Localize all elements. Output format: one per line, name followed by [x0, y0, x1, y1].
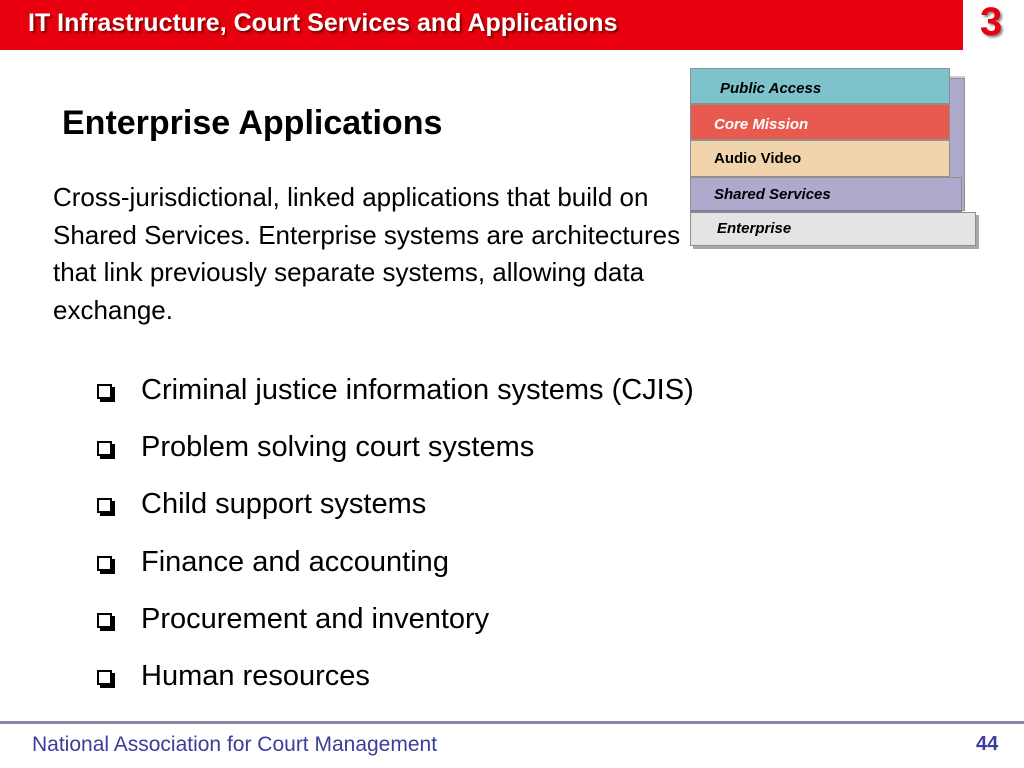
layer-label-public-access: Public Access — [720, 80, 822, 97]
header-title: IT Infrastructure, Court Services and Applications — [28, 9, 618, 37]
checkbox-bullet-icon — [97, 498, 112, 513]
bullet-text: Criminal justice information systems (CJIS) — [141, 374, 694, 407]
bullet-item-child-support — [97, 476, 694, 533]
bullet-item-finance — [97, 534, 694, 591]
layer-label-enterprise: Enterprise — [717, 220, 792, 237]
bullet-list — [97, 362, 694, 705]
layer-public-access — [690, 68, 950, 104]
bullet-item-problem-solving — [97, 419, 694, 476]
footer-organization: National Association for Court Management — [32, 733, 438, 756]
bullet-item-procurement — [97, 591, 694, 648]
bullet-item-cjis — [97, 362, 694, 419]
bullet-text: Procurement and inventory — [141, 602, 490, 635]
page-number: 44 — [976, 733, 999, 755]
intro-paragraph: Cross-jurisdictional, linked applications that build on Shared Services. Enterprise systems are architectures that link previously separate systems, allowing data exchange. — [53, 182, 681, 325]
layer-stack-diagram — [690, 68, 980, 252]
slide-title: Enterprise Applications — [62, 104, 443, 142]
checkbox-bullet-icon — [97, 670, 112, 685]
checkbox-bullet-icon — [97, 556, 112, 571]
bullet-text: Problem solving court systems — [141, 431, 535, 464]
section-number: 3 — [980, 0, 1003, 44]
layer-audio-video — [690, 140, 950, 177]
bullet-text: Finance and accounting — [141, 545, 449, 578]
footer-divider — [0, 721, 1024, 724]
layer-label-shared-services: Shared Services — [714, 186, 831, 203]
checkbox-bullet-icon — [97, 441, 112, 456]
checkbox-bullet-icon — [97, 613, 112, 628]
layer-enterprise — [690, 212, 976, 246]
bullet-item-human-resources — [97, 648, 694, 705]
layer-shared-services — [690, 177, 962, 212]
layer-core-mission — [690, 104, 950, 140]
layer-label-audio-video: Audio Video — [714, 150, 802, 167]
checkbox-bullet-icon — [97, 384, 112, 399]
bullet-text: Child support systems — [141, 488, 427, 521]
bullet-text: Human resources — [141, 660, 370, 693]
layer-label-core-mission: Core Mission — [714, 116, 809, 133]
